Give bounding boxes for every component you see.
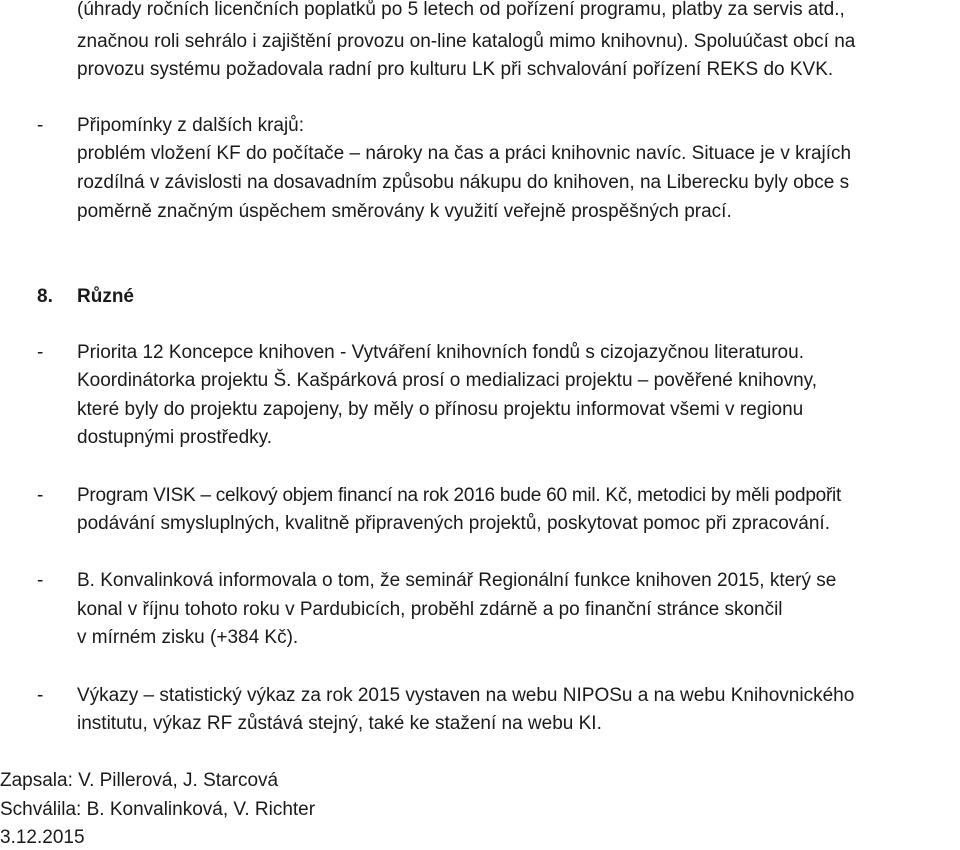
intro-line-1: (úhrady ročních licenčních poplatků po 5 letech od pořízení programu, platby za servis atd.,: [77, 0, 845, 20]
document-date: 3.12.2015: [0, 827, 85, 848]
item-4-line-1: Výkazy – statistický výkaz za rok 2015 vystaven na webu NIPOSu a na webu Knihovnického: [77, 685, 855, 706]
section-title: Různé: [77, 286, 134, 307]
item-4-dash: -: [37, 685, 44, 706]
comments-line-2: problém vložení KF do počítače – nároky na čas a práci knihovnic navíc. Situace je v krajích: [77, 143, 852, 164]
item-1-dash: -: [37, 342, 44, 363]
intro-line-2: značnou roli sehrálo i zajištění provozu on-line katalogů mimo knihovnu). Spoluúčast obcí na: [77, 31, 856, 52]
section-number: 8.: [37, 286, 53, 307]
item-1-line-2: Koordinátorka projektu Š. Kašpárková prosí o medializaci projektu – pověřené knihovny,: [77, 370, 817, 391]
comments-line-3: rozdílná v závislosti na dosavadním způsobu nákupu do knihoven, na Liberecku byly obce s: [77, 172, 850, 193]
intro-line-3: provozu systému požadovala radní pro kulturu LK při schvalování pořízení REKS do KVK.: [77, 59, 834, 80]
item-1-line-3: které byly do projektu zapojeny, by měly o přínosu projektu informovat všemi v regionu: [77, 399, 804, 420]
item-1-line-1: Priorita 12 Koncepce knihoven - Vytváření knihovních fondů s cizojazyčnou literaturou.: [77, 342, 804, 363]
item-3-line-1: B. Konvalinková informovala o tom, že seminář Regionální funkce knihoven 2015, který se: [77, 570, 837, 591]
item-2-dash: -: [37, 485, 44, 506]
recorded-by: Zapsala: V. Pillerová, J. Starcová: [0, 770, 279, 791]
item-4-line-2: institutu, výkaz RF zůstává stejný, také ke stažení na webu KI.: [77, 713, 602, 734]
item-2-line-2: podávání smysluplných, kvalitně připravených projektů, poskytovat pomoc při zpracování.: [77, 513, 830, 534]
item-3-line-2: konal v říjnu tohoto roku v Pardubicích, proběhl zdárně a po finanční stránce skončil: [77, 599, 783, 620]
approved-by: Schválila: B. Konvalinková, V. Richter: [0, 799, 316, 820]
item-3-line-3: v mírném zisku (+384 Kč).: [77, 627, 299, 648]
comments-line-1: Připomínky z dalších krajů:: [77, 115, 305, 136]
item-2-line-1: Program VISK – celkový objem financí na rok 2016 bude 60 mil. Kč, metodici by měli podpořit: [77, 485, 842, 506]
item-1-line-4: dostupnými prostředky.: [77, 427, 273, 448]
item-3-dash: -: [37, 570, 44, 591]
comments-dash: -: [37, 115, 44, 136]
comments-line-4: poměrně značným úspěchem směrovány k využití veřejně prospěšných prací.: [77, 201, 732, 222]
